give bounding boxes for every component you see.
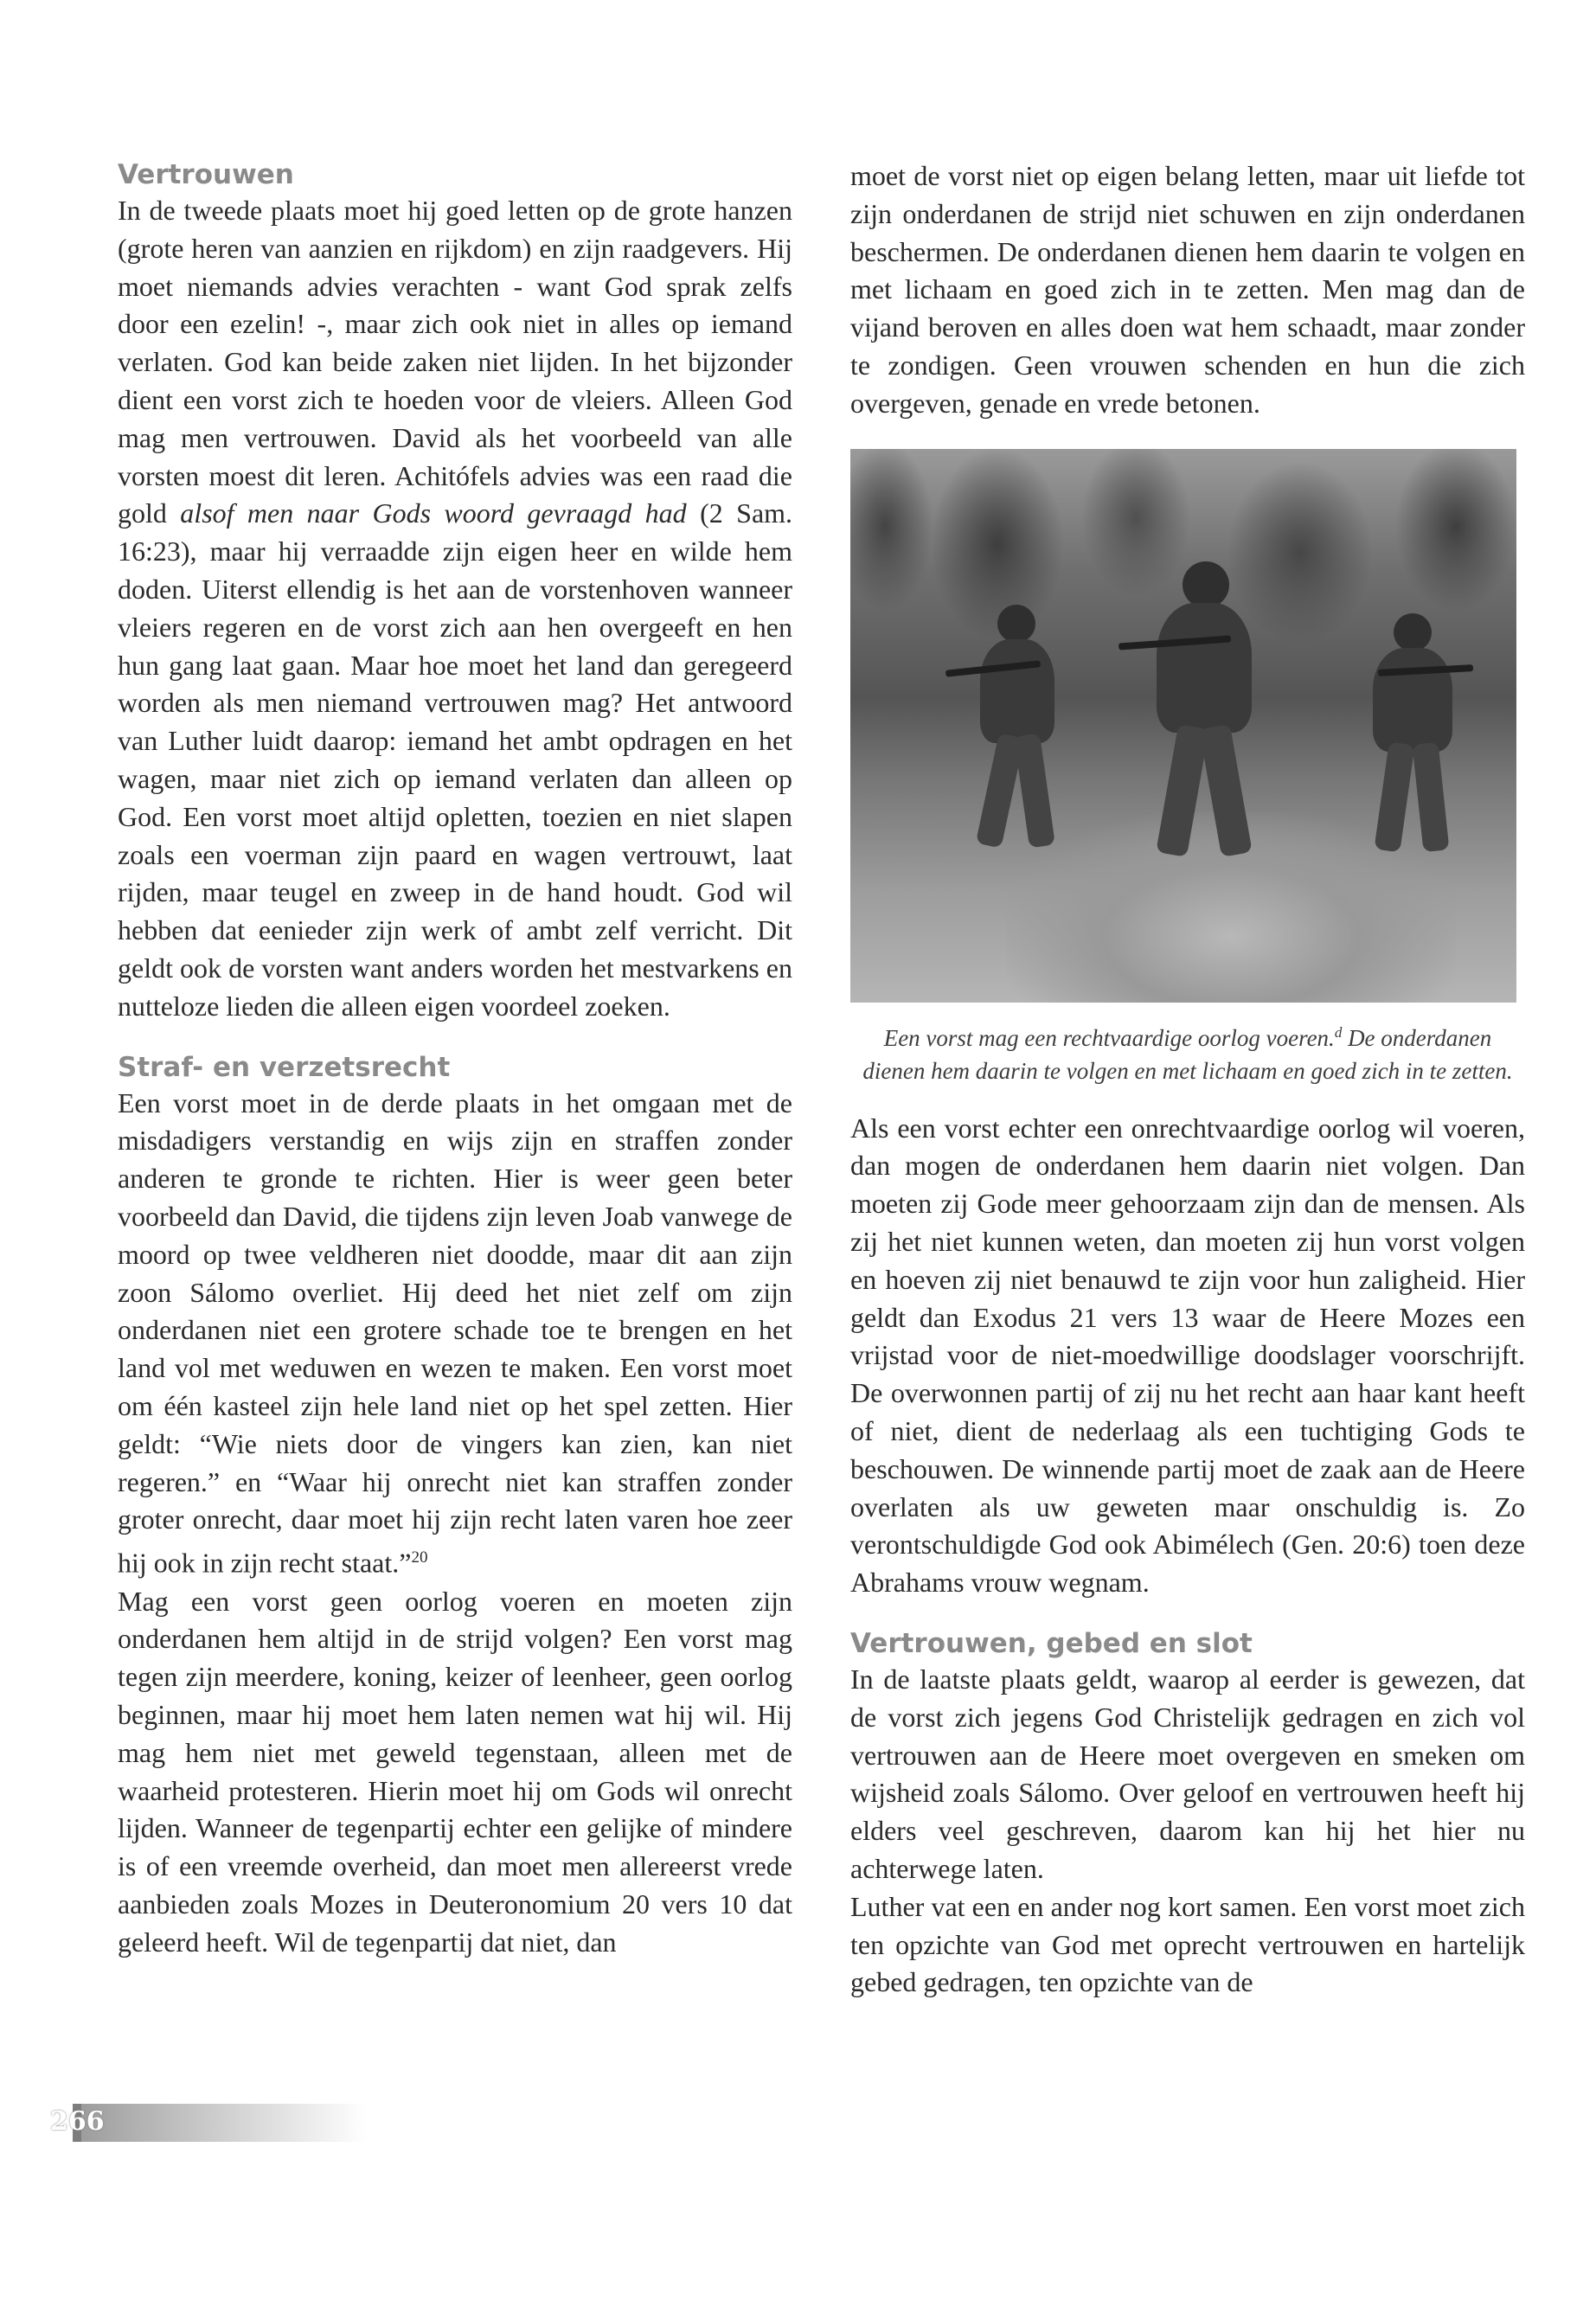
paragraph-text: In de tweede plaats moet hij goed letten op de grote hanzen (grote heren van aanzien en rijkdom) en zijn raadgevers. Hij moet niemands advies verachten - want God sprak zelfs door een ezelin! -, maar zich ook niet in alles op iemand verlaten. God kan beide zaken niet lijden. In het bijzonder dient een vorst zich te hoeden voor de vleiers. Alleen God mag men vertrouwen. David als het voorbeeld van alle vorsten moest dit leren. Achitófels advies was een raad die gold <box>118 195 792 529</box>
paragraph-text: Een vorst moet in de derde plaats in het omgaan met de misdadigers verstandig en wijs zijn en straffen zonder anderen te gronde te richten. Hier is weer geen beter voorbeeld dan David, die tijdens zijn leven Joab vanwege de moord op twee veldheren niet doodde, maar dit aan zijn zoon Sálomo overliet. Hij deed het niet zelf om zijn onderdanen niet een grotere schade toe te brengen en het land vol met weduwen en wezen te maken. Een vorst moet om één kasteel zijn hele land niet op het spel zetten. Hier geldt: “Wie niets door de vingers kan zien, kan niet regeren.” en “Waar hij onrecht niet kan straffen zonder groter onrecht, daar moet hij zijn recht laten varen hoe zeer hij ook in zijn recht staat.” <box>118 1086 792 1579</box>
paragraph: moet de vorst niet op eigen belang letten, maar uit liefde tot zijn onderdanen de strijd niet schuwen en zijn onderdanen beschermen. De onderdanen dienen hem daarin te volgen en met lichaam en goed zich in te zetten. Men mag dan de vijand beroven en alles doen wat hem schaadt, maar zonder te zondigen. Geen vrouwen schenden en hun die zich overgeven, genade en vrede betonen. <box>850 160 1525 419</box>
footnote-marker: d <box>1334 1023 1343 1041</box>
paragraph: In de laatste plaats geldt, waarop al eerder is gewezen, dat de vorst zich jegens God Christelijk gedragen en zich vol vertrouwen aan de Heere moet overgeven en smeken om wijsheid zoals Sálomo. Over geloof en vertrouwen heeft hij elders veel geschreven, daarom kan hij het hier nu achterwege laten. <box>850 1663 1525 1884</box>
section-heading-vertrouwen: Vertrouwen <box>118 159 294 190</box>
left-column <box>118 157 792 1962</box>
page-number-bar <box>73 2104 367 2142</box>
photo-caption: Een vorst mag een rechtvaardige oorlog voeren.$^d$ De onderdanen dienen hem daarin te volgen en met lichaam en goed zich in te zetten. <box>862 1023 1513 1084</box>
soldiers-photo <box>850 449 1516 1003</box>
footnote-marker: 20 <box>411 1548 428 1567</box>
paragraph: Als een vorst echter een onrechtvaardige oorlog wil voeren, dan mogen de onderdanen hem daarin niet volgen. Dan moeten zij Gode meer gehoorzaam zijn dan de mensen. Als zij het niet kunnen weten, dan moeten zij hun vorst volgen en hoeven zij niet benauwd te zijn voor hun zaligheid. Hier geldt dan Exodus 21 vers 13 waar de Heere Mozes een vrijstad voor de niet-moedwillige doodslager voorschrijft. De overwonnen partij of zij nu het recht aan haar kant heeft of niet, dient de nederlaag als een tuchtiging Gods te beschouwen. De winnende partij moet de zaak aan de Heere overlaten als uw geweten maar onschuldig is. Zo verontschuldigde God ook Abimélech (Gen. 20:6) toen deze Abrahams vrouw wegnam. <box>850 1112 1525 1599</box>
paragraph-text: (2 Sam. 16:23), maar hij verraadde zijn eigen heer en wilde hem doden. Uiterst ellendig is het aan de vorstenhoven wanneer vleiers regeren en de vorst zich aan hen overgeeft en hen hun gang laat gaan. Maar hoe moet het land dan geregeerd worden als men niemand vertrouwen mag? Het antwoord van Luther luidt daarop: iemand het ambt opdragen en het wagen, maar niet zich op iemand verlaten dan alleen op God. Een vorst moet altijd opletten, toezien en niet slapen zoals een voerman zijn paard en wagen vertrouwt, laat rijden, maar teugel en zweep in de hand houdt. God wil hebben dat eenieder zijn werk of ambt zelf verricht. Dit geldt ook de vorsten want anders worden het mestvarkens en nutteloze lieden die alleen eigen voordeel zoeken. <box>118 497 793 1022</box>
section-heading-vertrouwen-gebed-en-slot: Vertrouwen, gebed en slot <box>850 1627 1253 1659</box>
paragraph: Luther vat een en ander nog kort samen. Een vorst moet zich ten opzichte van God met oprecht vertrouwen en hartelijk gebed gedragen, ten opzichte van de <box>850 1890 1525 1998</box>
paragraph <box>118 192 792 1026</box>
page-number: 266 <box>50 2106 105 2137</box>
italic-quote: alsof men naar Gods woord gevraagd had <box>180 497 687 529</box>
right-column <box>850 157 1525 2002</box>
paragraph: Mag een vorst geen oorlog voeren en moeten zijn onderdanen hem altijd in de strijd volgen? Een vorst mag tegen zijn meerdere, koning, keizer of leenheer, geen oorlog beginnen, maar hij moet hem laten nemen wat hij wil. Hij mag hem niet met geweld tegenstaan, alleen met de waarheid protesteren. Hierin moet hij om Gods wil onrecht lijden. Wanneer de tegenpartij echter een gelijke of mindere is of een vreemde overheid, dan moet men allereerst vrede aanbieden zoals Mozes in Deuteronomium 20 vers 10 dat geleerd heeft. Wil de tegenpartij dat niet, dan <box>118 1585 792 1958</box>
paragraph <box>118 1085 792 1583</box>
section-heading-straf-en-verzetsrecht: Straf- en verzetsrecht <box>118 1051 451 1083</box>
